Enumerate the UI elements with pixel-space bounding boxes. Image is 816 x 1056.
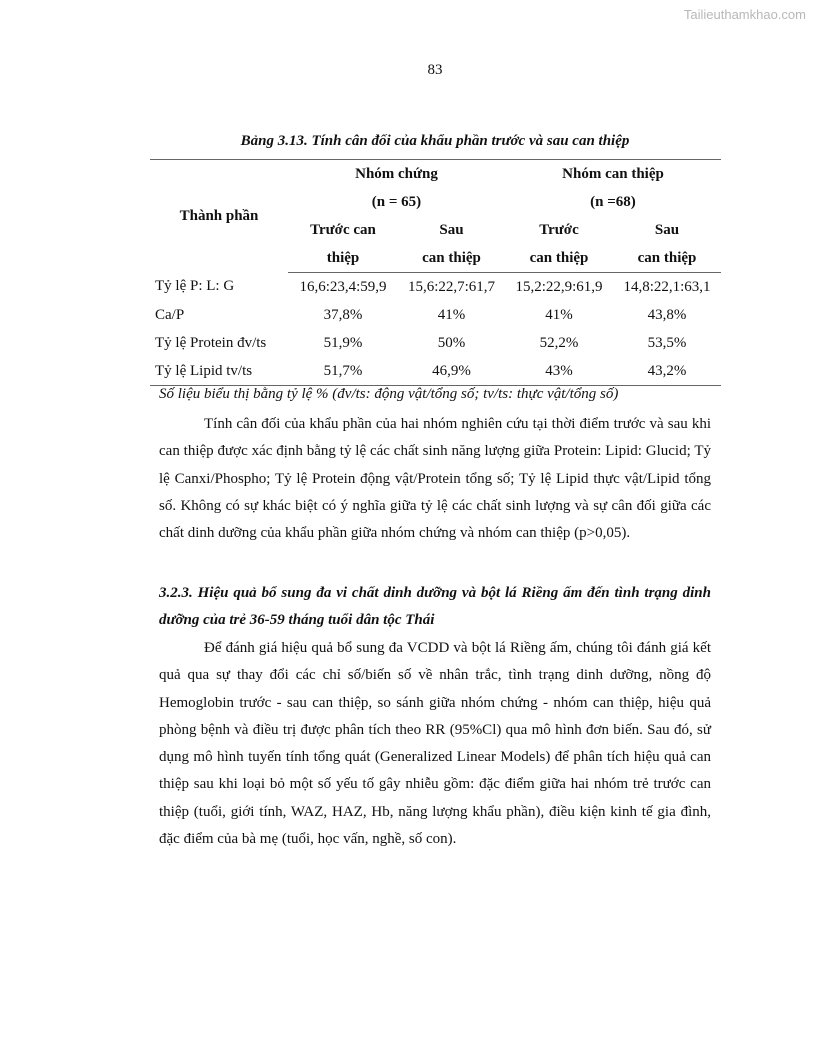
paragraph-1-text: Tính cân đối của khẩu phần của hai nhóm nghiên cứu tại thời điểm trước và sau khi can thiệp được xác định bằng tỷ lệ các chất sinh năng lượng giữa Protein: Lipid: Glucid; Tỷ lệ Canxi/Phospho; Tỷ lệ Protein động vật/Protein tổng số; Tỷ lệ Lipid thực vật/Lipid tổng số. Không có sự khác biệt có ý nghĩa giữa tỷ lệ các chất sinh lượng và sự cân đối giữa các chất dinh dưỡng của khẩu phần giữa nhóm chứng và nhóm can thiệp (p>0,05). — [159, 416, 711, 542]
col-header-component: Thành phần — [150, 160, 288, 273]
cell: 46,9% — [398, 357, 505, 386]
group2-before-l1: Trước — [539, 221, 579, 238]
cell: 53,5% — [647, 334, 687, 351]
cell: 14,8:22,1:63,1 — [623, 278, 711, 295]
group1-n: (n = 65) — [371, 193, 422, 210]
cell: 41% — [545, 306, 573, 323]
table-row — [150, 357, 721, 386]
cell: 37,8% — [323, 306, 363, 323]
group1-after-l1: Sau — [439, 221, 464, 238]
table-caption: Bảng 3.13. Tính cân đối của khẩu phần trước và sau can thiệp — [240, 133, 630, 149]
cell: 50% — [437, 334, 466, 351]
page-number: 83 — [427, 62, 443, 78]
group2-before-l2: can thiệp — [505, 244, 613, 273]
cell: 41% — [437, 306, 466, 323]
group2-after-l2: can thiệp — [613, 244, 721, 273]
table-row — [150, 273, 721, 302]
group1-before-l2: thiệp — [288, 244, 398, 273]
cell: 16,6:23,4:59,9 — [299, 278, 387, 295]
row-name: Tỷ lệ P: L: G — [155, 278, 235, 295]
cell: 43,2% — [613, 357, 721, 386]
cell: 15,2:22,9:61,9 — [515, 278, 603, 295]
group2-after-l1: Sau — [654, 221, 680, 238]
group2-name: Nhóm can thiệp — [505, 160, 721, 189]
paragraph-2-text: Để đánh giá hiệu quả bổ sung đa VCDD và bột lá Riềng ấm, chúng tôi đánh giá kết quả qua sự thay đổi các chỉ số/biến số về nhân trắc, tình trạng dinh dưỡng, nồng độ Hemoglobin trước - sau can thiệp, so sánh giữa nhóm chứng - nhóm can thiệp, hiệu quả phòng bệnh và điều trị được phân tích theo RR (95%Cl) qua mô hình đơn biến. Sau đó, sử dụng mô hình tuyến tính tổng quát (Generalized Linear Models) để phân tích hiệu quả can thiệp sau khi loại bỏ một số yếu tố gây nhiễu gồm: đặc điểm giữa hai nhóm trẻ trước can thiệp (tuổi, giới tính, WAZ, HAZ, Hb, năng lượng khẩu phần), điều kiện kinh tế gia đình, đặc điểm của bà mẹ (tuổi, học vấn, nghề, số con). — [159, 640, 711, 848]
balance-table — [150, 159, 721, 386]
row-name: Tỷ lệ Lipid tv/ts — [150, 357, 288, 386]
cell: 52,2% — [539, 334, 579, 351]
group1-name: Nhóm chứng — [288, 160, 505, 189]
group1-before-l1: Trước can — [310, 221, 376, 238]
paragraph-1 — [159, 411, 711, 547]
table-note: Số liệu biểu thị bằng tỷ lệ % (đv/ts: động vật/tổng số; tv/ts: thực vật/tổng số) — [159, 386, 619, 402]
table-row — [150, 329, 721, 357]
row-name: Tỷ lệ Protein đv/ts — [155, 334, 267, 351]
cell: 51,7% — [288, 357, 398, 386]
section-heading: 3.2.3. Hiệu quả bổ sung đa vi chất dinh dưỡng và bột lá Riềng ấm đến tình trạng dinh dưỡng của trẻ 36-59 tháng tuổi dân tộc Thái — [159, 585, 711, 629]
cell: 43,8% — [647, 306, 687, 323]
paragraph-2 — [159, 635, 711, 853]
cell: 43% — [505, 357, 613, 386]
table-row — [150, 301, 721, 329]
cell: 15,6:22,7:61,7 — [407, 278, 496, 295]
watermark: Tailieuthamkhao.com — [683, 7, 806, 22]
group1-after-l2: can thiệp — [398, 244, 505, 273]
group2-n: (n =68) — [590, 193, 636, 210]
row-name: Ca/P — [155, 306, 185, 323]
cell: 51,9% — [323, 334, 363, 351]
